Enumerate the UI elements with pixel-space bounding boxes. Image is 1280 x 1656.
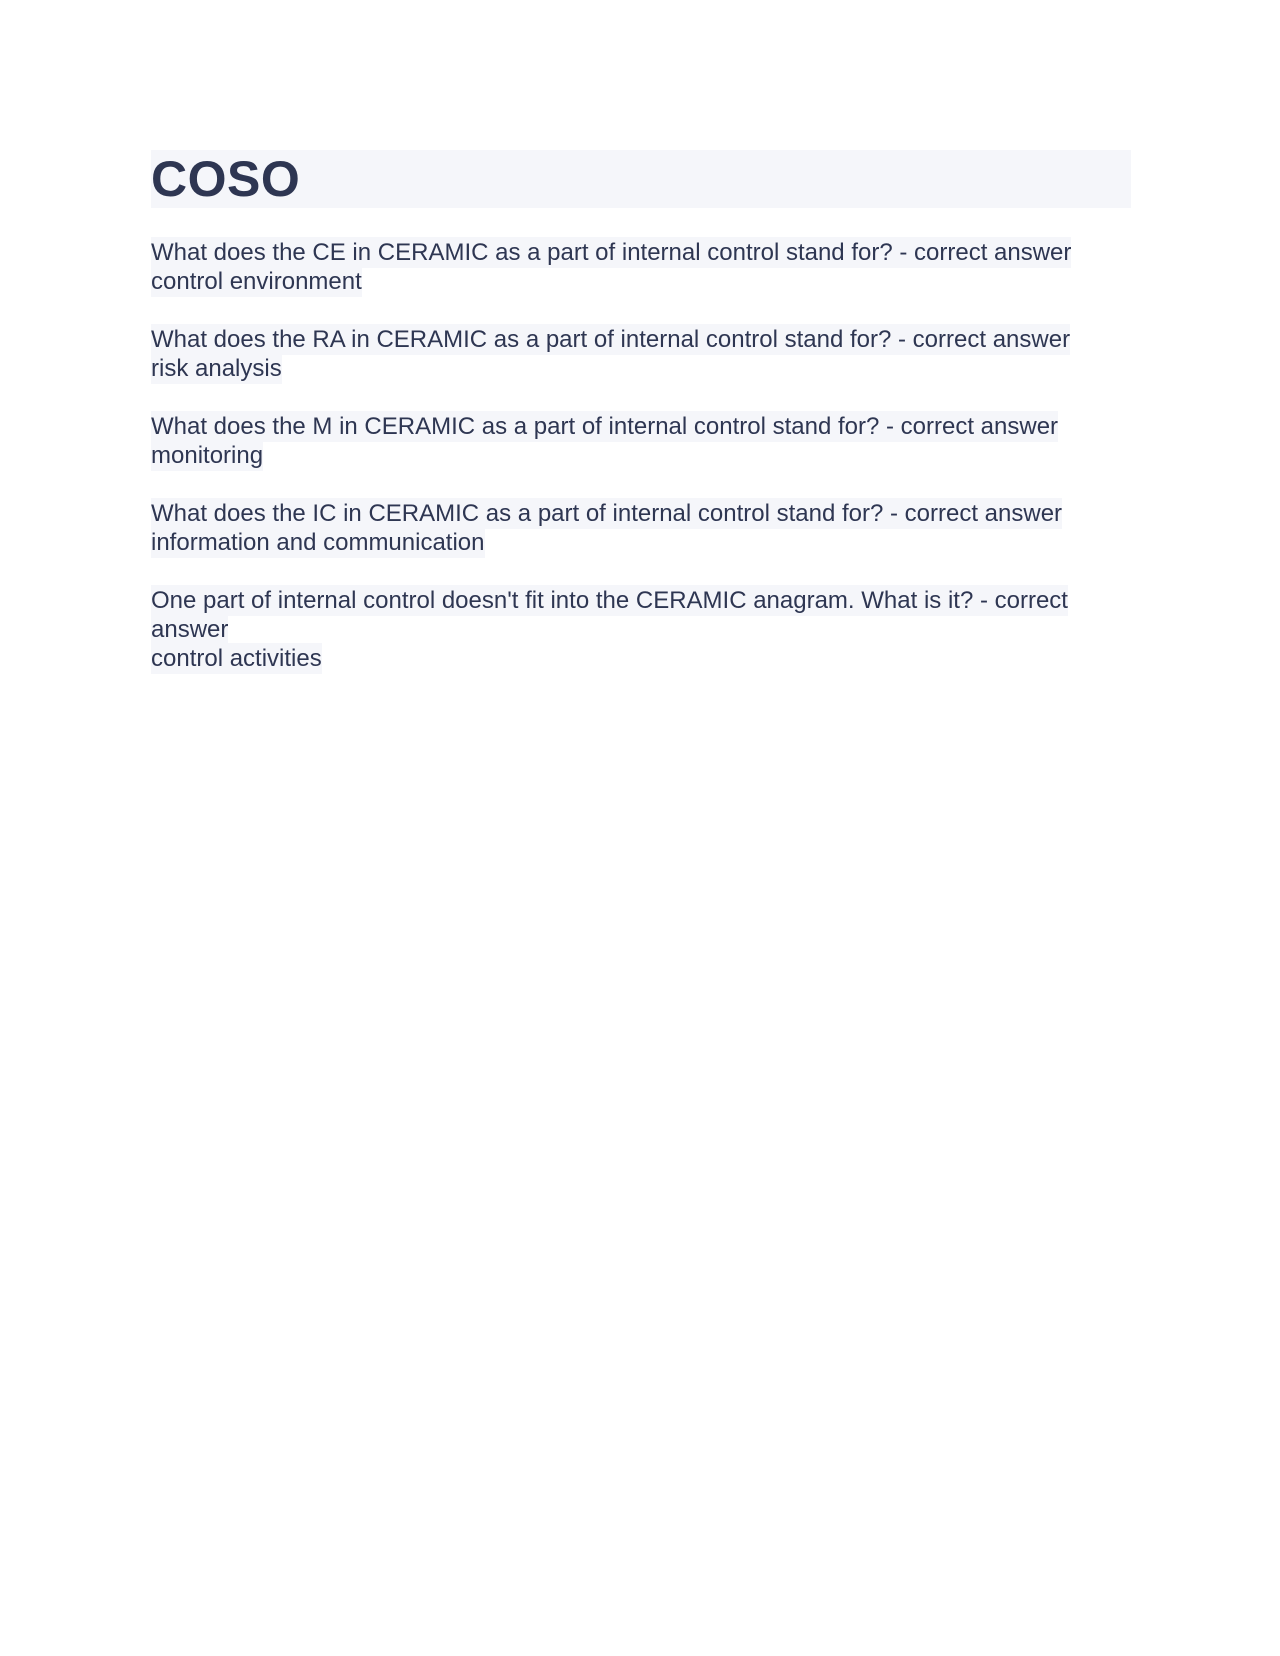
qa-answer: information and communication bbox=[151, 529, 485, 556]
qa-answer: monitoring bbox=[151, 442, 264, 469]
qa-answer: control activities bbox=[151, 645, 322, 672]
qa-list bbox=[151, 238, 1131, 673]
qa-item bbox=[151, 412, 1131, 470]
qa-question: One part of internal control doesn't fit into the CERAMIC anagram. What is it? - correct answer bbox=[151, 587, 1068, 643]
qa-question: What does the M in CERAMIC as a part of internal control stand for? - correct answer bbox=[151, 413, 1059, 440]
qa-question: What does the RA in CERAMIC as a part of internal control stand for? - correct answer bbox=[151, 326, 1071, 353]
page-title: COSO bbox=[151, 151, 301, 207]
qa-question: What does the IC in CERAMIC as a part of internal control stand for? - correct answer bbox=[151, 500, 1063, 527]
qa-item bbox=[151, 325, 1131, 383]
qa-item bbox=[151, 238, 1131, 296]
document-page bbox=[151, 150, 1131, 702]
qa-answer: control environment bbox=[151, 268, 362, 295]
qa-question: What does the CE in CERAMIC as a part of internal control stand for? - correct answer bbox=[151, 239, 1072, 266]
qa-answer: risk analysis bbox=[151, 355, 282, 382]
title-bar bbox=[151, 150, 1131, 208]
qa-item bbox=[151, 586, 1131, 673]
qa-item bbox=[151, 499, 1131, 557]
